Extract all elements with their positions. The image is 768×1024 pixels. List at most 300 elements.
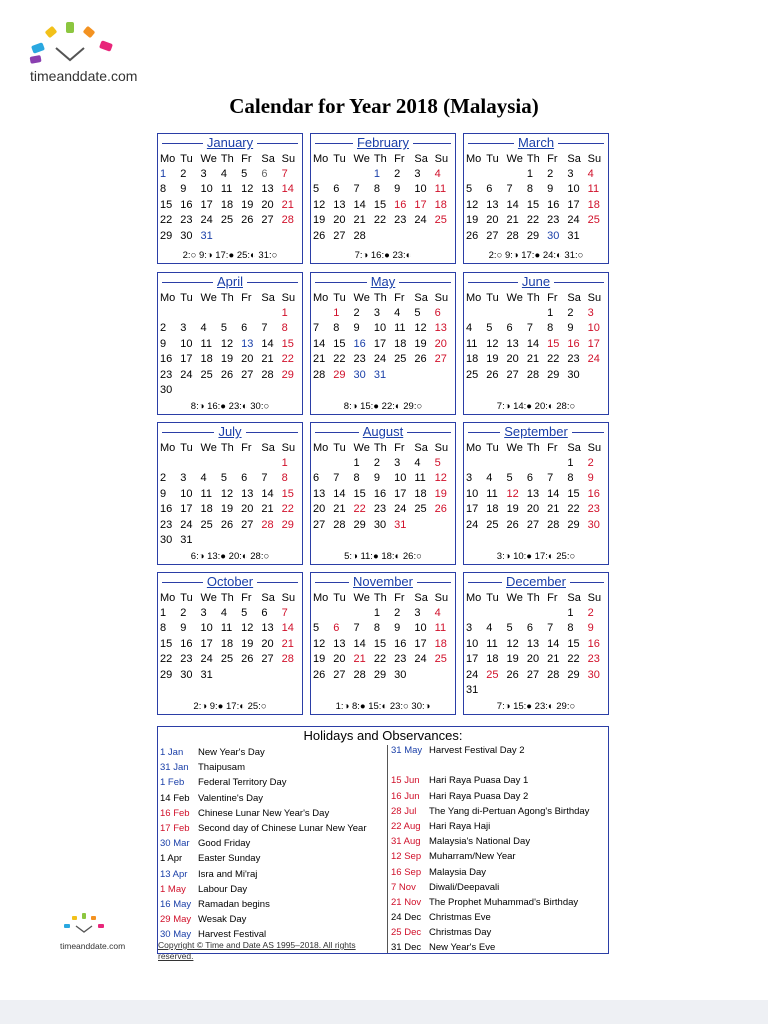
day-cell: 27 <box>434 353 447 366</box>
day-cell <box>201 532 221 547</box>
holiday-row <box>391 804 589 819</box>
day-cell: 4 <box>466 322 473 335</box>
day-cell: 30 <box>587 518 600 531</box>
day-cell: 29 <box>160 668 173 681</box>
day-cell: 1 <box>281 307 288 320</box>
weekday-header: Mo <box>466 291 482 304</box>
holiday-row <box>391 880 589 895</box>
weekday-header: Fr <box>394 152 405 165</box>
day-cell: 15 <box>160 198 173 211</box>
day-cell <box>507 682 527 697</box>
day-cell: 16 <box>567 337 580 350</box>
moon-phases: 8:◑ 15:● 22:◐ 29:○ <box>343 401 423 412</box>
day-cell: 9 <box>160 487 167 500</box>
day-cell: 12 <box>486 337 499 350</box>
day-cell <box>221 532 241 547</box>
day-cell: 3 <box>373 307 380 320</box>
day-cell: 12 <box>414 322 427 335</box>
day-cell: 29 <box>373 668 387 681</box>
day-cell <box>241 382 261 397</box>
day-cell: 27 <box>486 229 499 242</box>
day-cell: 18 <box>200 353 213 366</box>
day-cell: 7 <box>281 607 288 620</box>
day-cell <box>221 455 241 470</box>
day-cell: 23 <box>567 353 580 366</box>
day-cell: 30 <box>353 368 366 381</box>
day-cell: 14 <box>353 198 366 211</box>
month-june <box>463 272 609 415</box>
day-cell: 29 <box>567 668 580 681</box>
weekday-header: Th <box>220 591 234 604</box>
day-cell: 3 <box>587 307 594 320</box>
holiday-date: 15 Jun <box>391 775 420 787</box>
day-cell: 7 <box>506 183 513 196</box>
day-cell: 3 <box>414 607 421 620</box>
month-november <box>310 572 456 715</box>
day-cell: 28 <box>313 368 326 381</box>
day-cell: 6 <box>333 183 340 196</box>
day-cell: 14 <box>526 337 540 350</box>
day-cell: 19 <box>486 353 499 366</box>
holiday-date: 16 May <box>160 898 192 910</box>
day-cell: 11 <box>220 183 233 196</box>
day-cell: 25 <box>200 518 213 531</box>
day-cell: 24 <box>373 353 387 366</box>
month-january <box>157 133 303 264</box>
day-cell: 7 <box>261 472 268 485</box>
day-cell <box>354 166 374 181</box>
holiday-row <box>160 836 366 851</box>
month-december <box>463 572 609 715</box>
day-cell: 15 <box>353 487 366 500</box>
weekday-header: Su <box>434 291 449 304</box>
day-cell: 4 <box>434 607 441 620</box>
day-cell <box>507 305 527 320</box>
day-cell: 12 <box>241 183 254 196</box>
day-cell: 10 <box>466 637 479 650</box>
day-cell: 10 <box>180 337 193 350</box>
holiday-name: Hari Raya Haji <box>429 820 491 832</box>
holiday-date: 29 May <box>160 914 192 926</box>
day-cell: 18 <box>486 503 499 516</box>
day-cell: 15 <box>526 198 540 211</box>
day-cell: 8 <box>333 322 340 335</box>
holiday-date: 16 Feb <box>160 807 190 819</box>
day-cell: 20 <box>241 503 254 516</box>
day-cell: 27 <box>241 518 254 531</box>
holiday-name: Malaysia's National Day <box>429 836 531 848</box>
day-cell: 23 <box>353 353 366 366</box>
day-cell: 26 <box>220 368 234 381</box>
day-cell: 9 <box>547 183 554 196</box>
day-cell: 26 <box>506 668 519 681</box>
weekday-header: Sa <box>414 291 428 304</box>
weekday-header: Su <box>281 441 296 454</box>
day-cell: 3 <box>180 472 187 485</box>
weekday-header: We <box>506 152 523 165</box>
day-cell: 2 <box>353 307 360 320</box>
day-cell: 2 <box>394 607 401 620</box>
holiday-row <box>391 773 589 788</box>
day-cell <box>333 455 353 470</box>
day-cell: 3 <box>180 322 187 335</box>
day-cell <box>221 667 241 682</box>
day-cell <box>313 455 333 470</box>
day-cell <box>313 605 333 620</box>
weekday-header: Th <box>526 291 540 304</box>
holiday-name: Muharram/New Year <box>429 851 516 863</box>
day-cell: 14 <box>353 637 366 650</box>
day-cell: 6 <box>434 307 441 320</box>
day-cell: 21 <box>547 503 560 516</box>
day-cell: 11 <box>414 472 426 485</box>
day-cell: 20 <box>313 503 326 516</box>
holiday-name: Isra and Mi'raj <box>198 868 258 880</box>
day-cell: 21 <box>261 353 274 366</box>
day-cell: 2 <box>567 307 574 320</box>
day-cell <box>261 228 281 243</box>
day-cell: 8 <box>373 183 380 196</box>
day-cell: 29 <box>281 518 294 531</box>
day-cell: 11 <box>434 622 447 635</box>
day-cell: 9 <box>180 622 187 635</box>
day-cell: 6 <box>261 607 268 620</box>
day-cell: 9 <box>394 183 401 196</box>
day-cell: 15 <box>281 337 294 350</box>
day-cell: 20 <box>434 337 447 350</box>
day-cell: 18 <box>200 503 213 516</box>
day-cell: 20 <box>261 198 274 211</box>
day-cell: 2 <box>394 168 401 181</box>
weekday-header: Fr <box>394 591 405 604</box>
day-cell: 6 <box>486 183 493 196</box>
weekday-header: Sa <box>261 591 275 604</box>
day-cell <box>466 305 486 320</box>
day-cell: 16 <box>180 637 193 650</box>
day-cell: 30 <box>567 368 580 381</box>
day-cell: 7 <box>353 622 360 635</box>
day-cell: 9 <box>180 183 187 196</box>
day-cell: 12 <box>313 198 326 211</box>
day-cell: 13 <box>261 183 274 196</box>
weekday-header: Fr <box>547 152 558 165</box>
weekday-header: Su <box>281 591 296 604</box>
day-cell <box>435 517 455 532</box>
day-cell: 7 <box>547 472 554 485</box>
day-cell: 10 <box>567 183 580 196</box>
day-cell: 24 <box>466 668 479 681</box>
day-cell: 10 <box>180 487 193 500</box>
day-cell: 22 <box>567 503 580 516</box>
weekday-header: Sa <box>567 152 581 165</box>
weekday-header: Sa <box>261 441 275 454</box>
moon-phases: 3:◑ 10:● 17:◐ 25:○ <box>496 551 576 562</box>
day-cell: 8 <box>373 622 380 635</box>
day-cell: 21 <box>353 653 366 666</box>
day-cell: 6 <box>313 472 320 485</box>
weekday-header: Tu <box>180 152 193 165</box>
day-cell: 6 <box>241 322 248 335</box>
day-cell: 11 <box>200 487 212 500</box>
day-cell: 23 <box>547 214 560 227</box>
day-cell: 4 <box>486 622 493 635</box>
day-cell: 1 <box>281 457 288 470</box>
day-cell: 23 <box>160 368 173 381</box>
day-cell <box>221 228 241 243</box>
day-cell: 10 <box>466 487 479 500</box>
day-cell <box>394 228 414 243</box>
day-cell: 21 <box>313 353 326 366</box>
day-cell: 22 <box>281 353 294 366</box>
day-cell <box>567 682 587 697</box>
weekday-header: Fr <box>241 441 252 454</box>
day-cell <box>486 305 506 320</box>
day-cell: 7 <box>281 168 288 181</box>
day-cell: 6 <box>526 622 533 635</box>
day-cell <box>261 455 281 470</box>
day-cell: 2 <box>180 168 187 181</box>
day-cell <box>313 305 333 320</box>
day-cell <box>547 682 567 697</box>
day-cell: 12 <box>313 637 326 650</box>
day-cell <box>160 455 180 470</box>
day-cell: 9 <box>394 622 401 635</box>
day-cell: 11 <box>394 322 406 335</box>
weekday-header: Mo <box>313 291 329 304</box>
day-cell: 8 <box>160 183 167 196</box>
day-cell: 7 <box>353 183 360 196</box>
day-cell: 2 <box>587 457 594 470</box>
holiday-name: Chinese Lunar New Year's Day <box>198 807 330 819</box>
day-cell: 26 <box>220 518 234 531</box>
day-cell <box>261 305 281 320</box>
holiday-date: 13 Apr <box>160 868 188 880</box>
day-cell: 8 <box>567 472 574 485</box>
day-cell: 15 <box>373 637 387 650</box>
weekday-header: Mo <box>313 591 329 604</box>
month-name: December <box>502 574 570 589</box>
holiday-date: 30 May <box>160 929 192 941</box>
day-cell: 13 <box>333 637 346 650</box>
day-cell: 5 <box>466 183 473 196</box>
day-cell <box>201 382 221 397</box>
day-cell: 29 <box>567 518 580 531</box>
holiday-row <box>160 882 366 897</box>
month-march <box>463 133 609 264</box>
day-cell <box>221 382 241 397</box>
weekday-header: Th <box>373 152 387 165</box>
day-cell: 17 <box>567 198 580 211</box>
weekday-header: Sa <box>414 152 428 165</box>
day-cell: 25 <box>434 653 447 666</box>
day-cell: 5 <box>486 322 493 335</box>
day-cell: 5 <box>414 307 421 320</box>
day-cell: 3 <box>414 168 421 181</box>
day-cell: 21 <box>353 214 366 227</box>
day-cell: 22 <box>160 653 173 666</box>
day-cell <box>414 667 434 682</box>
holidays-right-column <box>391 743 589 956</box>
day-cell: 14 <box>313 337 326 350</box>
day-cell <box>221 305 241 320</box>
day-cell: 8 <box>281 472 288 485</box>
day-cell: 4 <box>394 307 401 320</box>
day-cell: 12 <box>506 487 519 500</box>
holiday-date: 1 Jan <box>160 747 184 758</box>
day-cell: 19 <box>220 503 234 516</box>
holiday-date: 16 Sep <box>391 866 422 878</box>
day-cell: 7 <box>547 622 554 635</box>
holiday-row <box>160 897 366 912</box>
holiday-row <box>391 910 589 925</box>
day-cell: 12 <box>434 472 447 485</box>
day-cell: 27 <box>333 229 346 242</box>
day-cell: 19 <box>506 503 519 516</box>
holiday-row <box>160 912 366 927</box>
day-cell: 16 <box>353 337 366 350</box>
day-cell: 27 <box>313 518 326 531</box>
day-cell: 17 <box>466 653 479 666</box>
holiday-row <box>391 758 589 773</box>
day-cell: 24 <box>200 653 213 666</box>
holiday-row <box>391 834 589 849</box>
weekday-header: Tu <box>486 591 499 604</box>
holiday-name: Diwali/Deepavali <box>429 881 500 893</box>
day-cell: 19 <box>220 353 234 366</box>
day-cell: 5 <box>220 472 227 485</box>
day-cell: 20 <box>261 637 274 650</box>
day-cell <box>507 166 527 181</box>
day-cell: 22 <box>281 503 294 516</box>
moon-phases: 2:○ 9:◑ 17:● 25:◐ 31:○ <box>182 250 278 261</box>
months-grid <box>157 133 609 715</box>
weekday-header: We <box>506 591 523 604</box>
day-cell <box>374 228 394 243</box>
day-cell <box>282 667 302 682</box>
day-cell: 20 <box>333 214 346 227</box>
day-cell <box>180 455 200 470</box>
weekday-header: Sa <box>567 291 581 304</box>
holiday-row <box>160 745 366 760</box>
day-cell: 8 <box>353 472 360 485</box>
day-cell: 2 <box>160 472 167 485</box>
day-cell: 16 <box>160 503 173 516</box>
day-cell: 13 <box>526 637 540 650</box>
day-cell: 17 <box>180 353 193 366</box>
day-cell: 23 <box>394 653 407 666</box>
day-cell: 19 <box>241 198 254 211</box>
day-cell: 7 <box>526 322 533 335</box>
day-cell: 23 <box>394 214 407 227</box>
weekday-header: Tu <box>333 591 346 604</box>
day-cell: 16 <box>394 198 407 211</box>
holiday-date: 21 Nov <box>391 896 422 908</box>
day-cell: 31 <box>394 518 407 531</box>
day-cell: 4 <box>220 168 227 181</box>
day-cell: 7 <box>261 322 268 335</box>
day-cell: 27 <box>506 368 519 381</box>
day-cell: 20 <box>526 503 540 516</box>
holiday-row <box>160 775 366 790</box>
day-cell: 10 <box>414 622 427 635</box>
day-cell <box>241 667 261 682</box>
holiday-row <box>391 925 589 940</box>
day-cell: 29 <box>526 229 540 242</box>
day-cell: 22 <box>333 353 346 366</box>
month-august <box>310 422 456 565</box>
day-cell <box>547 605 567 620</box>
weekday-header: Th <box>526 591 540 604</box>
day-cell: 12 <box>466 198 479 211</box>
weekday-header: We <box>506 441 523 454</box>
day-cell: 28 <box>261 368 274 381</box>
weekday-header: Fr <box>241 291 252 304</box>
month-name: April <box>213 274 247 289</box>
weekday-header: Sa <box>261 152 275 165</box>
day-cell: 19 <box>241 637 254 650</box>
day-cell: 26 <box>506 518 519 531</box>
weekday-header: Sa <box>567 591 581 604</box>
day-cell: 10 <box>200 183 213 196</box>
weekday-header: We <box>353 291 370 304</box>
day-cell: 12 <box>220 337 234 350</box>
day-cell: 5 <box>241 607 248 620</box>
day-cell: 8 <box>526 183 533 196</box>
day-cell: 16 <box>373 487 387 500</box>
weekday-header: Mo <box>466 591 482 604</box>
weekday-header: Su <box>434 152 449 165</box>
weekday-header: Su <box>281 152 296 165</box>
day-cell: 16 <box>587 487 600 500</box>
weekday-header: Fr <box>547 291 558 304</box>
day-cell <box>507 455 527 470</box>
day-cell <box>282 228 302 243</box>
day-cell: 14 <box>281 183 294 196</box>
day-cell <box>354 605 374 620</box>
page-title: Calendar for Year 2018 (Malaysia) <box>229 94 539 118</box>
holiday-row <box>391 819 589 834</box>
day-cell: 17 <box>373 337 387 350</box>
holiday-row <box>391 789 589 804</box>
weekday-header: Fr <box>547 591 558 604</box>
day-cell <box>527 455 547 470</box>
day-cell: 3 <box>466 472 473 485</box>
holiday-name: Christmas Day <box>429 927 492 939</box>
day-cell <box>282 382 302 397</box>
day-cell <box>261 667 281 682</box>
day-cell: 13 <box>333 198 346 211</box>
day-cell <box>414 517 434 532</box>
day-cell: 5 <box>506 622 513 635</box>
month-name: May <box>367 274 400 289</box>
day-cell <box>241 532 261 547</box>
holiday-date: 31 Dec <box>391 942 422 954</box>
day-cell: 24 <box>567 214 580 227</box>
month-name: July <box>214 424 245 439</box>
day-cell: 18 <box>220 637 234 650</box>
day-cell: 12 <box>220 487 234 500</box>
day-cell <box>180 382 200 397</box>
holiday-name: New Year's Eve <box>429 942 496 954</box>
day-cell: 28 <box>281 214 294 227</box>
weekday-header: Tu <box>333 152 346 165</box>
day-cell: 16 <box>394 637 407 650</box>
day-cell: 11 <box>486 487 498 500</box>
day-cell: 9 <box>587 472 594 485</box>
day-cell: 16 <box>547 198 560 211</box>
holiday-date: 31 May <box>391 745 423 756</box>
day-cell: 2 <box>180 607 187 620</box>
